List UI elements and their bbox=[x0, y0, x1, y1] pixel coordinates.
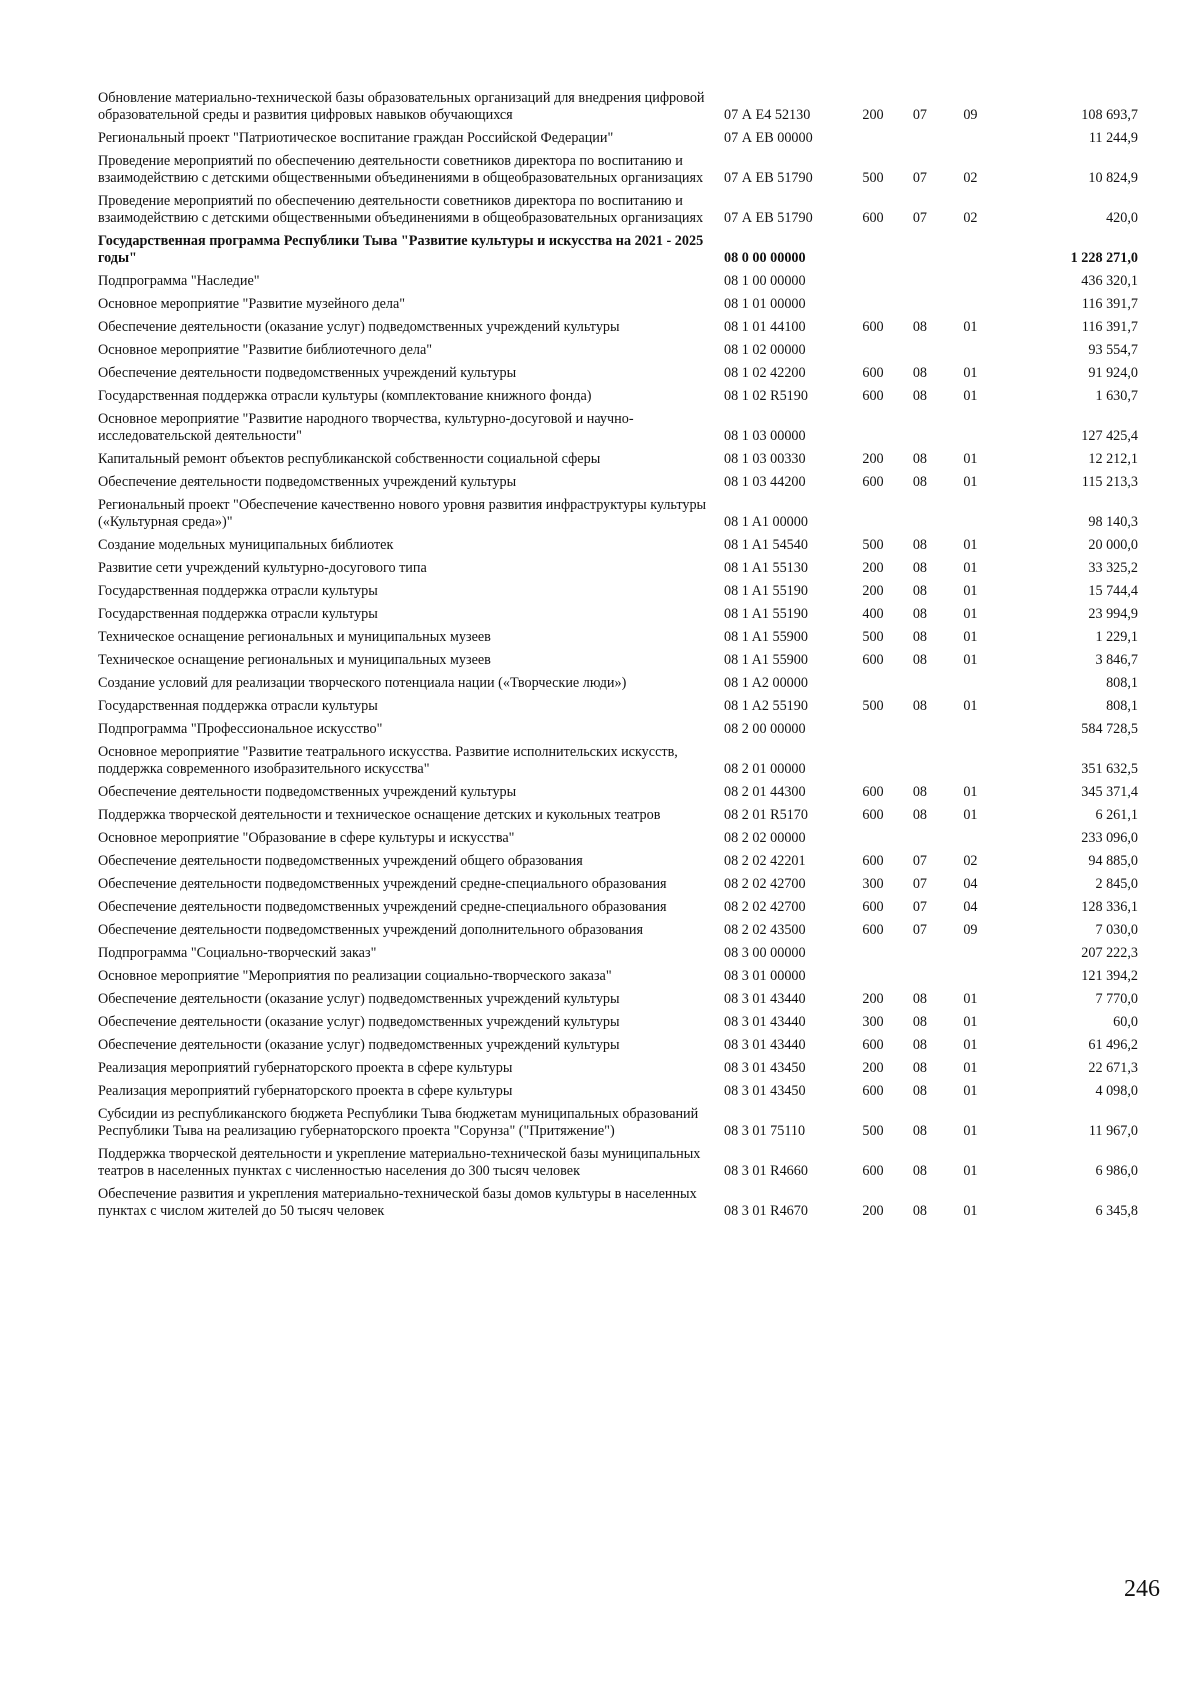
row-code: 07 А ЕВ 51790 bbox=[724, 210, 813, 226]
row-name: Проведение мероприятий по обеспечению деятельности советников директора по воспитанию и взаимодействию с детскими общественными объединениями в общеобразовательных организациях bbox=[98, 153, 704, 186]
table-row bbox=[98, 531, 1138, 554]
row-amount: 11 244,9 bbox=[1088, 130, 1138, 146]
table-row bbox=[98, 445, 1138, 468]
row-section: 08 bbox=[912, 629, 928, 645]
row-amount: 10 824,9 bbox=[1088, 170, 1138, 186]
row-code: 08 1 A1 55130 bbox=[724, 560, 808, 576]
row-expense-type bbox=[862, 962, 912, 985]
row-section bbox=[913, 405, 963, 445]
row-code: 08 2 00 00000 bbox=[724, 721, 806, 737]
row-name: Основное мероприятие "Развитие библиотечного дела" bbox=[98, 342, 433, 358]
row-name: Подпрограмма "Наследие" bbox=[98, 273, 260, 289]
row-subsection bbox=[963, 824, 1024, 847]
row-expense-type: 200 bbox=[862, 560, 884, 576]
row-section bbox=[913, 962, 963, 985]
row-section: 08 bbox=[912, 583, 928, 599]
row-section: 08 bbox=[912, 1014, 928, 1030]
table-row bbox=[98, 669, 1138, 692]
row-name: Региональный проект "Обеспечение качественно нового уровня развития инфраструктуры культуры («Культурная среда»)" bbox=[98, 497, 707, 530]
table-row bbox=[98, 692, 1138, 715]
row-subsection bbox=[963, 669, 1024, 692]
row-section: 07 bbox=[912, 922, 928, 938]
row-name: Обеспечение развития и укрепления материально-технической базы домов культуры в населенных пунктах с числом жителей до 50 тысяч человек bbox=[98, 1186, 697, 1219]
row-code: 08 1 A2 00000 bbox=[724, 675, 808, 691]
row-section: 08 bbox=[912, 1060, 928, 1076]
row-section bbox=[913, 491, 963, 531]
row-code: 08 3 01 43440 bbox=[724, 1014, 806, 1030]
table-row bbox=[98, 623, 1138, 646]
row-expense-type: 500 bbox=[862, 629, 884, 645]
row-subsection: 01 bbox=[963, 1203, 978, 1219]
row-expense-type: 500 bbox=[862, 170, 884, 186]
row-expense-type: 600 bbox=[862, 853, 884, 869]
row-code: 08 1 02 42200 bbox=[724, 365, 806, 381]
row-expense-type bbox=[862, 738, 912, 778]
table-row bbox=[98, 870, 1138, 893]
row-name: Реализация мероприятий губернаторского проекта в сфере культуры bbox=[98, 1083, 513, 1099]
table-row bbox=[98, 468, 1138, 491]
row-amount: 121 394,2 bbox=[1081, 968, 1138, 984]
row-name: Обеспечение деятельности подведомственных учреждений культуры bbox=[98, 784, 517, 800]
row-code: 08 2 01 44300 bbox=[724, 784, 806, 800]
row-subsection: 01 bbox=[963, 784, 978, 800]
row-amount: 127 425,4 bbox=[1081, 428, 1138, 444]
row-expense-type: 600 bbox=[862, 388, 884, 404]
row-name: Государственная поддержка отрасли культуры bbox=[98, 698, 378, 714]
row-name: Реализация мероприятий губернаторского проекта в сфере культуры bbox=[98, 1060, 513, 1076]
row-subsection bbox=[963, 715, 1024, 738]
row-expense-type: 600 bbox=[862, 1163, 884, 1179]
row-code: 08 3 01 R4670 bbox=[724, 1203, 808, 1219]
row-code: 08 1 00 00000 bbox=[724, 273, 806, 289]
row-amount: 116 391,7 bbox=[1081, 319, 1138, 335]
row-name: Обеспечение деятельности подведомственных учреждений культуры bbox=[98, 365, 517, 381]
row-code: 08 1 A2 55190 bbox=[724, 698, 808, 714]
row-amount: 60,0 bbox=[1113, 1014, 1138, 1030]
row-amount: 22 671,3 bbox=[1088, 1060, 1138, 1076]
table-row bbox=[98, 715, 1138, 738]
table-row bbox=[98, 1180, 1138, 1220]
row-amount: 351 632,5 bbox=[1081, 761, 1138, 777]
row-subsection: 01 bbox=[963, 1060, 978, 1076]
row-subsection: 01 bbox=[963, 1123, 978, 1139]
row-name: Субсидии из республиканского бюджета Республики Тыва бюджетам муниципальных образований Республики Тыва на реализацию губернаторского проекта "Сорунза" ("Притяжение") bbox=[98, 1106, 699, 1139]
row-amount: 20 000,0 bbox=[1088, 537, 1138, 553]
table-row bbox=[98, 1140, 1138, 1180]
row-section bbox=[913, 939, 963, 962]
row-code: 08 2 02 42201 bbox=[724, 853, 806, 869]
row-name: Развитие сети учреждений культурно-досугового типа bbox=[98, 560, 427, 576]
row-expense-type: 400 bbox=[862, 606, 884, 622]
row-amount: 345 371,4 bbox=[1081, 784, 1138, 800]
row-name: Подпрограмма "Профессиональное искусство" bbox=[98, 721, 383, 737]
row-section: 07 bbox=[912, 899, 928, 915]
row-code: 08 1 A1 54540 bbox=[724, 537, 808, 553]
row-code: 07 А ЕВ 51790 bbox=[724, 170, 813, 186]
table-row bbox=[98, 313, 1138, 336]
table-row bbox=[98, 1100, 1138, 1140]
row-code: 08 3 01 43440 bbox=[724, 1037, 806, 1053]
table-row bbox=[98, 267, 1138, 290]
row-name: Обеспечение деятельности (оказание услуг) подведомственных учреждений культуры bbox=[98, 1014, 620, 1030]
row-section: 08 bbox=[912, 1203, 928, 1219]
row-expense-type: 600 bbox=[862, 922, 884, 938]
row-amount: 1 228 271,0 bbox=[1070, 250, 1138, 266]
row-name: Поддержка творческой деятельности и техническое оснащение детских и кукольных театров bbox=[98, 807, 661, 823]
row-subsection: 01 bbox=[963, 1037, 978, 1053]
row-name: Техническое оснащение региональных и муниципальных музеев bbox=[98, 652, 491, 668]
row-section: 07 bbox=[912, 876, 928, 892]
row-expense-type: 300 bbox=[862, 1014, 884, 1030]
row-amount: 93 554,7 bbox=[1088, 342, 1138, 358]
row-code: 08 1 03 00000 bbox=[724, 428, 806, 444]
row-name: Обеспечение деятельности подведомственных учреждений дополнительного образования bbox=[98, 922, 644, 938]
row-name: Техническое оснащение региональных и муниципальных музеев bbox=[98, 629, 491, 645]
row-amount: 116 391,7 bbox=[1081, 296, 1138, 312]
row-amount: 584 728,5 bbox=[1081, 721, 1138, 737]
row-amount: 6 345,8 bbox=[1095, 1203, 1138, 1219]
row-expense-type: 300 bbox=[862, 876, 884, 892]
row-name: Создание модельных муниципальных библиотек bbox=[98, 537, 394, 553]
row-name: Обновление материально-технической базы образовательных организаций для внедрения цифровой образовательной среды и развития цифровых навыков обучающихся bbox=[98, 90, 705, 123]
table-row bbox=[98, 359, 1138, 382]
row-amount: 91 924,0 bbox=[1088, 365, 1138, 381]
row-name: Подпрограмма "Социально-творческий заказ" bbox=[98, 945, 377, 961]
row-subsection: 01 bbox=[963, 1163, 978, 1179]
row-amount: 115 213,3 bbox=[1081, 474, 1138, 490]
row-amount: 11 967,0 bbox=[1088, 1123, 1138, 1139]
row-amount: 233 096,0 bbox=[1081, 830, 1138, 846]
row-code: 07 А Е4 52130 bbox=[724, 107, 811, 123]
row-name: Основное мероприятие "Образование в сфере культуры и искусства" bbox=[98, 830, 515, 846]
row-subsection bbox=[963, 405, 1024, 445]
row-subsection: 01 bbox=[963, 474, 978, 490]
table-row bbox=[98, 554, 1138, 577]
budget-table-body bbox=[98, 84, 1138, 1220]
row-subsection: 01 bbox=[963, 388, 978, 404]
row-section: 07 bbox=[912, 210, 928, 226]
row-subsection bbox=[963, 124, 1024, 147]
row-code: 08 0 00 00000 bbox=[724, 250, 806, 266]
row-amount: 15 744,4 bbox=[1088, 583, 1138, 599]
row-expense-type bbox=[862, 124, 912, 147]
row-subsection: 09 bbox=[963, 922, 978, 938]
row-name: Обеспечение деятельности (оказание услуг) подведомственных учреждений культуры bbox=[98, 1037, 620, 1053]
table-row bbox=[98, 824, 1138, 847]
row-code: 08 1 A1 55190 bbox=[724, 606, 808, 622]
row-name: Обеспечение деятельности подведомственных учреждений культуры bbox=[98, 474, 517, 490]
budget-table bbox=[98, 84, 1138, 1220]
row-name: Основное мероприятие "Развитие народного творчества, культурно-досуговой и научно-исследовательской деятельности" bbox=[98, 411, 634, 444]
table-row bbox=[98, 738, 1138, 778]
table-row bbox=[98, 1031, 1138, 1054]
row-subsection bbox=[963, 962, 1024, 985]
row-code: 08 2 01 00000 bbox=[724, 761, 806, 777]
row-section: 08 bbox=[912, 451, 928, 467]
row-section: 08 bbox=[912, 606, 928, 622]
row-amount: 94 885,0 bbox=[1088, 853, 1138, 869]
table-row bbox=[98, 801, 1138, 824]
row-subsection bbox=[963, 227, 1024, 267]
row-code: 08 2 02 43500 bbox=[724, 922, 806, 938]
row-name: Обеспечение деятельности подведомственных учреждений средне-специального образования bbox=[98, 876, 667, 892]
row-expense-type: 200 bbox=[862, 1203, 884, 1219]
row-section: 08 bbox=[912, 365, 928, 381]
row-section bbox=[913, 267, 963, 290]
row-subsection: 04 bbox=[963, 876, 978, 892]
row-expense-type: 600 bbox=[862, 784, 884, 800]
row-expense-type: 200 bbox=[862, 583, 884, 599]
row-subsection: 01 bbox=[963, 451, 978, 467]
table-row bbox=[98, 1077, 1138, 1100]
row-subsection: 01 bbox=[963, 1014, 978, 1030]
row-subsection: 01 bbox=[963, 629, 978, 645]
row-section bbox=[913, 336, 963, 359]
row-name: Обеспечение деятельности (оказание услуг) подведомственных учреждений культуры bbox=[98, 319, 620, 335]
row-code: 08 2 02 00000 bbox=[724, 830, 806, 846]
row-expense-type: 200 bbox=[862, 451, 884, 467]
table-row bbox=[98, 600, 1138, 623]
row-expense-type: 600 bbox=[862, 899, 884, 915]
table-row bbox=[98, 124, 1138, 147]
row-amount: 4 098,0 bbox=[1095, 1083, 1138, 1099]
row-code: 08 2 02 42700 bbox=[724, 876, 806, 892]
row-amount: 420,0 bbox=[1106, 210, 1138, 226]
row-subsection: 01 bbox=[963, 606, 978, 622]
row-expense-type bbox=[862, 336, 912, 359]
row-expense-type bbox=[862, 227, 912, 267]
row-code: 08 3 01 43450 bbox=[724, 1060, 806, 1076]
row-amount: 1 630,7 bbox=[1095, 388, 1138, 404]
row-name: Государственная программа Республики Тыва "Развитие культуры и искусства на 2021 - 2025 годы" bbox=[98, 233, 704, 266]
row-code: 08 3 00 00000 bbox=[724, 945, 806, 961]
row-section: 08 bbox=[912, 474, 928, 490]
row-expense-type: 500 bbox=[862, 537, 884, 553]
row-code: 08 1 02 00000 bbox=[724, 342, 806, 358]
table-row bbox=[98, 382, 1138, 405]
table-row bbox=[98, 84, 1138, 124]
row-amount: 33 325,2 bbox=[1088, 560, 1138, 576]
row-amount: 1 229,1 bbox=[1095, 629, 1138, 645]
row-amount: 7 770,0 bbox=[1095, 991, 1138, 1007]
table-row bbox=[98, 187, 1138, 227]
row-code: 08 3 01 00000 bbox=[724, 968, 806, 984]
row-section bbox=[913, 669, 963, 692]
row-code: 08 3 01 43450 bbox=[724, 1083, 806, 1099]
table-row bbox=[98, 227, 1138, 267]
row-subsection: 01 bbox=[963, 652, 978, 668]
row-section: 08 bbox=[912, 1037, 928, 1053]
row-amount: 808,1 bbox=[1106, 675, 1138, 691]
row-subsection bbox=[963, 738, 1024, 778]
row-name: Создание условий для реализации творческого потенциала нации («Творческие люди») bbox=[98, 675, 627, 691]
row-expense-type bbox=[862, 267, 912, 290]
row-amount: 7 030,0 bbox=[1095, 922, 1138, 938]
table-row bbox=[98, 962, 1138, 985]
row-expense-type: 600 bbox=[862, 319, 884, 335]
table-row bbox=[98, 147, 1138, 187]
row-section bbox=[913, 124, 963, 147]
row-code: 08 1 A1 55190 bbox=[724, 583, 808, 599]
row-subsection: 01 bbox=[963, 319, 978, 335]
row-subsection: 02 bbox=[963, 853, 978, 869]
row-name: Государственная поддержка отрасли культуры (комплектование книжного фонда) bbox=[98, 388, 592, 404]
row-amount: 3 846,7 bbox=[1095, 652, 1138, 668]
row-expense-type bbox=[862, 290, 912, 313]
row-name: Основное мероприятие "Мероприятия по реализации социально-творческого заказа" bbox=[98, 968, 612, 984]
row-amount: 207 222,3 bbox=[1081, 945, 1138, 961]
row-subsection: 01 bbox=[963, 560, 978, 576]
row-expense-type bbox=[862, 669, 912, 692]
row-code: 08 1 02 R5190 bbox=[724, 388, 808, 404]
row-code: 08 1 A1 55900 bbox=[724, 652, 808, 668]
row-code: 08 1 A1 55900 bbox=[724, 629, 808, 645]
row-subsection: 04 bbox=[963, 899, 978, 915]
row-expense-type: 500 bbox=[862, 1123, 884, 1139]
row-expense-type: 600 bbox=[862, 652, 884, 668]
row-section: 07 bbox=[912, 853, 928, 869]
row-section bbox=[913, 227, 963, 267]
row-section bbox=[913, 290, 963, 313]
row-name: Государственная поддержка отрасли культуры bbox=[98, 606, 378, 622]
row-expense-type bbox=[862, 824, 912, 847]
table-row bbox=[98, 290, 1138, 313]
row-amount: 128 336,1 bbox=[1081, 899, 1138, 915]
table-row bbox=[98, 577, 1138, 600]
row-section: 08 bbox=[912, 807, 928, 823]
row-subsection: 01 bbox=[963, 1083, 978, 1099]
row-section: 08 bbox=[912, 537, 928, 553]
row-expense-type: 600 bbox=[862, 1083, 884, 1099]
row-expense-type bbox=[862, 405, 912, 445]
row-section: 08 bbox=[912, 698, 928, 714]
row-name: Государственная поддержка отрасли культуры bbox=[98, 583, 378, 599]
row-subsection: 02 bbox=[963, 210, 978, 226]
row-subsection bbox=[963, 290, 1024, 313]
row-code: 07 А ЕВ 00000 bbox=[724, 130, 813, 146]
table-row bbox=[98, 916, 1138, 939]
row-section bbox=[913, 824, 963, 847]
row-subsection: 01 bbox=[963, 991, 978, 1007]
row-code: 08 2 01 R5170 bbox=[724, 807, 808, 823]
table-row bbox=[98, 336, 1138, 359]
row-section: 08 bbox=[912, 991, 928, 1007]
row-expense-type: 600 bbox=[862, 210, 884, 226]
table-row bbox=[98, 939, 1138, 962]
row-amount: 61 496,2 bbox=[1088, 1037, 1138, 1053]
row-subsection bbox=[963, 939, 1024, 962]
row-name: Основное мероприятие "Развитие театрального искусства. Развитие исполнительских искусств, поддержка современного изобразительного искусства" bbox=[98, 744, 678, 777]
table-row bbox=[98, 1054, 1138, 1077]
row-amount: 6 986,0 bbox=[1095, 1163, 1138, 1179]
row-subsection: 01 bbox=[963, 365, 978, 381]
row-code: 08 1 03 44200 bbox=[724, 474, 806, 490]
row-subsection: 02 bbox=[963, 170, 978, 186]
row-name: Обеспечение деятельности подведомственных учреждений общего образования bbox=[98, 853, 583, 869]
row-amount: 2 845,0 bbox=[1095, 876, 1138, 892]
row-subsection: 01 bbox=[963, 583, 978, 599]
row-code: 08 1 01 00000 bbox=[724, 296, 806, 312]
row-section: 08 bbox=[912, 319, 928, 335]
table-row bbox=[98, 847, 1138, 870]
row-subsection: 01 bbox=[963, 698, 978, 714]
table-row bbox=[98, 646, 1138, 669]
row-subsection bbox=[963, 267, 1024, 290]
row-name: Проведение мероприятий по обеспечению деятельности советников директора по воспитанию и взаимодействию с детскими общественными объединениями в общеобразовательных организациях bbox=[98, 193, 704, 226]
row-expense-type: 600 bbox=[862, 807, 884, 823]
row-amount: 6 261,1 bbox=[1095, 807, 1138, 823]
row-section bbox=[913, 715, 963, 738]
row-expense-type: 200 bbox=[862, 991, 884, 1007]
table-row bbox=[98, 491, 1138, 531]
row-subsection: 01 bbox=[963, 537, 978, 553]
row-expense-type: 500 bbox=[862, 698, 884, 714]
row-expense-type: 200 bbox=[862, 1060, 884, 1076]
row-amount: 436 320,1 bbox=[1081, 273, 1138, 289]
row-code: 08 3 01 43440 bbox=[724, 991, 806, 1007]
row-code: 08 3 01 75110 bbox=[724, 1123, 806, 1139]
row-expense-type: 600 bbox=[862, 1037, 884, 1053]
row-section: 08 bbox=[912, 1163, 928, 1179]
row-name: Основное мероприятие "Развитие музейного дела" bbox=[98, 296, 406, 312]
row-section: 08 bbox=[912, 784, 928, 800]
row-section: 08 bbox=[912, 560, 928, 576]
row-section: 08 bbox=[912, 652, 928, 668]
page-number: 246 bbox=[1124, 1576, 1160, 1602]
table-row bbox=[98, 405, 1138, 445]
row-amount: 23 994,9 bbox=[1088, 606, 1138, 622]
row-subsection: 01 bbox=[963, 807, 978, 823]
row-name: Обеспечение деятельности подведомственных учреждений средне-специального образования bbox=[98, 899, 667, 915]
row-section: 08 bbox=[912, 1123, 928, 1139]
table-row bbox=[98, 778, 1138, 801]
row-amount: 12 212,1 bbox=[1088, 451, 1138, 467]
row-subsection bbox=[963, 336, 1024, 359]
row-code: 08 3 01 R4660 bbox=[724, 1163, 808, 1179]
row-section bbox=[913, 738, 963, 778]
row-section: 08 bbox=[912, 388, 928, 404]
row-amount: 808,1 bbox=[1106, 698, 1138, 714]
row-code: 08 1 03 00330 bbox=[724, 451, 806, 467]
row-section: 07 bbox=[912, 170, 928, 186]
row-expense-type: 200 bbox=[862, 107, 884, 123]
table-row bbox=[98, 893, 1138, 916]
row-section: 08 bbox=[912, 1083, 928, 1099]
row-name: Капитальный ремонт объектов республиканской собственности социальной сферы bbox=[98, 451, 601, 467]
row-name: Обеспечение деятельности (оказание услуг) подведомственных учреждений культуры bbox=[98, 991, 620, 1007]
row-code: 08 2 02 42700 bbox=[724, 899, 806, 915]
row-amount: 98 140,3 bbox=[1088, 514, 1138, 530]
row-expense-type bbox=[862, 491, 912, 531]
row-subsection bbox=[963, 491, 1024, 531]
row-section: 07 bbox=[912, 107, 928, 123]
row-amount: 108 693,7 bbox=[1081, 107, 1138, 123]
row-code: 08 1 A1 00000 bbox=[724, 514, 808, 530]
row-expense-type: 600 bbox=[862, 474, 884, 490]
row-expense-type bbox=[862, 939, 912, 962]
row-subsection: 09 bbox=[963, 107, 978, 123]
row-expense-type bbox=[862, 715, 912, 738]
table-row bbox=[98, 985, 1138, 1008]
row-name: Поддержка творческой деятельности и укрепление материально-технической базы муниципальных театров в населенных пунктах с численностью населения до 300 тысяч человек bbox=[98, 1146, 701, 1179]
row-code: 08 1 01 44100 bbox=[724, 319, 806, 335]
row-name: Региональный проект "Патриотическое воспитание граждан Российской Федерации" bbox=[98, 130, 614, 146]
row-expense-type: 600 bbox=[862, 365, 884, 381]
table-row bbox=[98, 1008, 1138, 1031]
